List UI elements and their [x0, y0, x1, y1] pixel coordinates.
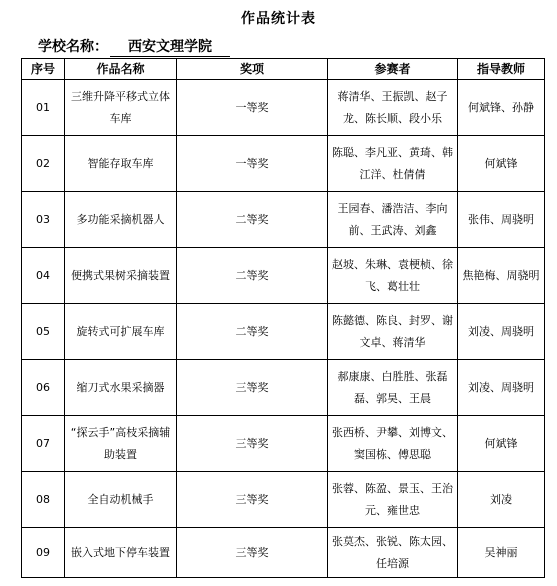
header-participants: 参赛者	[328, 59, 458, 80]
cell-participants: 郝康康、白胜胜、张磊磊、郭昊、王晨	[328, 360, 458, 416]
cell-participants: 蒋清华、王振凯、赵子龙、陈长顺、段小乐	[328, 80, 458, 136]
table-row	[22, 416, 545, 472]
table-row	[22, 136, 545, 192]
table-row	[22, 80, 545, 136]
cell-participants: 赵坡、朱琳、袁梗桢、徐飞、葛壮壮	[328, 248, 458, 304]
table-row	[22, 192, 545, 248]
cell-name: “探云手”高枝采摘辅助装置	[65, 416, 177, 472]
cell-no: 06	[22, 360, 65, 416]
cell-award: 三等奖	[177, 416, 328, 472]
header-no: 序号	[22, 59, 65, 80]
header-award: 奖项	[177, 59, 328, 80]
cell-award: 三等奖	[177, 472, 328, 528]
cell-no: 09	[22, 528, 65, 578]
cell-name: 缩刀式水果采摘器	[65, 360, 177, 416]
cell-advisors: 刘凌	[458, 472, 545, 528]
header-name: 作品名称	[65, 59, 177, 80]
table-header-row	[22, 59, 545, 80]
cell-no: 03	[22, 192, 65, 248]
cell-participants: 王园春、潘浩洁、李向前、王武涛、刘鑫	[328, 192, 458, 248]
cell-award: 三等奖	[177, 528, 328, 578]
cell-award: 一等奖	[177, 136, 328, 192]
table-row	[22, 472, 545, 528]
cell-no: 08	[22, 472, 65, 528]
header-advisors: 指导教师	[458, 59, 545, 80]
cell-participants: 张莫杰、张锐、陈太园、任培源	[328, 528, 458, 578]
cell-no: 01	[22, 80, 65, 136]
cell-name: 三维升降平移式立体车库	[65, 80, 177, 136]
cell-advisors: 刘凌、周骁明	[458, 304, 545, 360]
school-name: 西安文理学院	[110, 36, 230, 57]
cell-name: 智能存取车库	[65, 136, 177, 192]
school-line	[38, 36, 230, 57]
cell-advisors: 何斌锋、孙静	[458, 80, 545, 136]
cell-participants: 张蓉、陈盈、景玉、王治元、雍世忠	[328, 472, 458, 528]
cell-name: 多功能采摘机器人	[65, 192, 177, 248]
cell-participants: 陈聪、李凡亚、黄琦、韩江洋、杜倩倩	[328, 136, 458, 192]
table-row	[22, 528, 545, 578]
cell-participants: 陈懿德、陈良、封罗、谢文卓、蒋清华	[328, 304, 458, 360]
cell-no: 07	[22, 416, 65, 472]
cell-no: 05	[22, 304, 65, 360]
cell-advisors: 吴神丽	[458, 528, 545, 578]
cell-award: 二等奖	[177, 192, 328, 248]
table-row	[22, 304, 545, 360]
cell-award: 二等奖	[177, 304, 328, 360]
cell-name: 便携式果树采摘装置	[65, 248, 177, 304]
cell-name: 旋转式可扩展车库	[65, 304, 177, 360]
cell-name: 嵌入式地下停车装置	[65, 528, 177, 578]
table-row	[22, 248, 545, 304]
cell-award: 三等奖	[177, 360, 328, 416]
cell-advisors: 刘凌、周骁明	[458, 360, 545, 416]
page-title: 作品统计表	[241, 11, 316, 27]
cell-no: 04	[22, 248, 65, 304]
cell-name: 全自动机械手	[65, 472, 177, 528]
table-row	[22, 360, 545, 416]
school-label: 学校名称：	[38, 39, 108, 55]
cell-advisors: 何斌锋	[458, 136, 545, 192]
cell-advisors: 何斌锋	[458, 416, 545, 472]
cell-no: 02	[22, 136, 65, 192]
works-table	[21, 58, 545, 578]
cell-advisors: 张伟、周骁明	[458, 192, 545, 248]
cell-award: 一等奖	[177, 80, 328, 136]
cell-advisors: 焦艳梅、周骁明	[458, 248, 545, 304]
cell-participants: 张西桥、尹攀、刘博文、窦国栋、傅思聪	[328, 416, 458, 472]
cell-award: 二等奖	[177, 248, 328, 304]
